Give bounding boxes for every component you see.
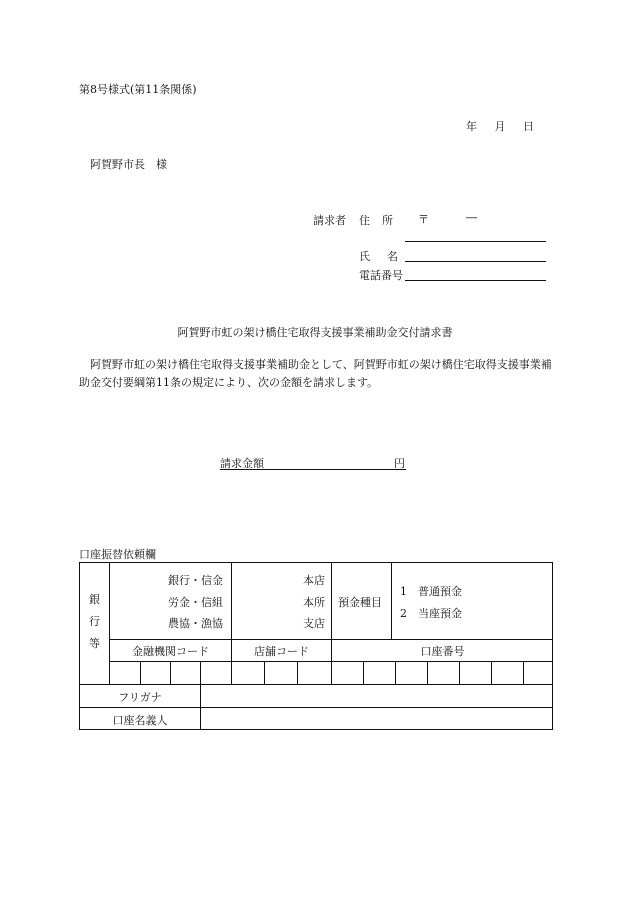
name-field[interactable] bbox=[405, 261, 546, 262]
document-body: 阿賀野市虹の架け橋住宅取得支援事業補助金として、阿賀野市虹の架け橋住宅取得支援事業補助金交付要綱第11条の規定により、次の金額を請求します。 bbox=[79, 358, 552, 389]
address-label: 住所 bbox=[359, 214, 405, 227]
furigana-label: フリガナ bbox=[118, 691, 162, 704]
institution-type-3: 農協・漁協 bbox=[168, 617, 223, 630]
phone-field[interactable] bbox=[405, 280, 546, 281]
date-month: 月 bbox=[494, 120, 506, 133]
postal-mark: 〒 bbox=[418, 213, 429, 226]
account-holder-label: 口座名義人 bbox=[112, 714, 168, 727]
account-heading: 口座振替依頼欄 bbox=[79, 548, 156, 561]
bank-label-1: 銀 bbox=[89, 593, 100, 606]
deposit-option-ordinary: 1 普通預金 bbox=[400, 585, 462, 598]
account-number-label: 口座番号 bbox=[420, 645, 465, 658]
branch-type-1: 本店 bbox=[303, 574, 325, 587]
bank-label-3: 等 bbox=[89, 637, 100, 650]
branch-code-label: 店舗コード bbox=[254, 645, 309, 658]
postal-dash: ― bbox=[466, 211, 477, 224]
amount-unit: 円 bbox=[394, 457, 405, 470]
institution-type-1: 銀行・信金 bbox=[168, 574, 223, 587]
institution-code-label: 金融機関コード bbox=[132, 645, 209, 658]
institution-type-2: 労金・信組 bbox=[168, 596, 223, 609]
name-label: 氏名 bbox=[359, 250, 415, 263]
branch-type-3: 支店 bbox=[303, 617, 325, 630]
account-table bbox=[79, 562, 553, 730]
amount-field[interactable] bbox=[220, 469, 406, 470]
date-line bbox=[466, 118, 534, 134]
bank-label-2: 行 bbox=[89, 615, 100, 628]
branch-type-2: 本所 bbox=[303, 596, 325, 609]
date-day: 日 bbox=[523, 120, 534, 133]
addressee: 阿賀野市長 様 bbox=[90, 158, 167, 171]
deposit-type-label: 預金種目 bbox=[338, 596, 382, 609]
document-title: 阿賀野市虹の架け橋住宅取得支援事業補助金交付請求書 bbox=[177, 326, 453, 339]
amount-label: 請求金額 bbox=[220, 457, 264, 470]
applicant-label: 請求者 bbox=[313, 214, 346, 227]
phone-label: 電話番号 bbox=[359, 269, 403, 282]
address-field[interactable] bbox=[405, 241, 546, 242]
form-number: 第8号様式(第11条関係) bbox=[79, 83, 197, 96]
deposit-option-current: 2 当座預金 bbox=[400, 607, 462, 620]
date-year: 年 bbox=[466, 120, 477, 133]
